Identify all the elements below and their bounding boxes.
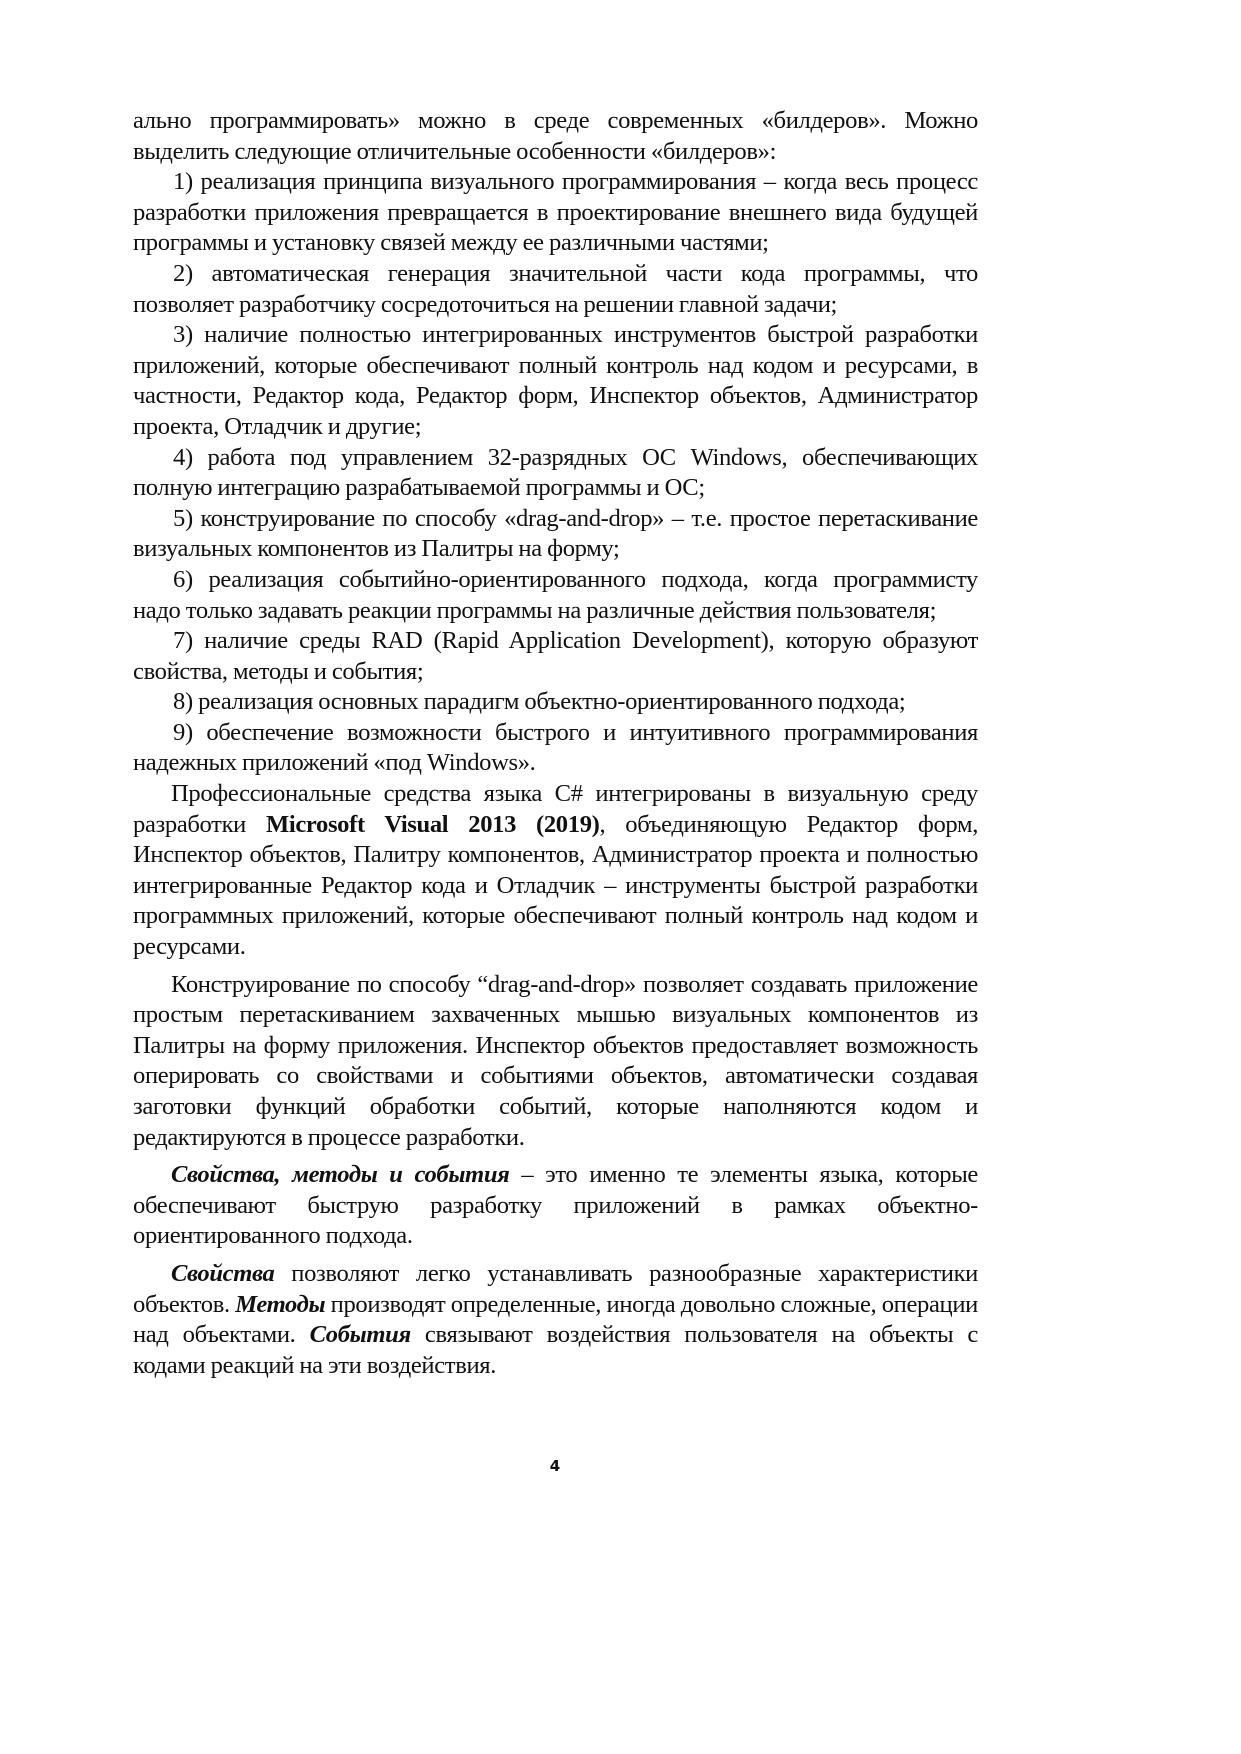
text-run: производят определенные, иногда довольно сложные, операции над объектами. <box>133 1290 978 1349</box>
paragraph <box>133 1259 978 1381</box>
text-run: 3) наличие полностью интегрированных инструментов быстрой разработки приложений, которые обеспечивают полный контроль над кодом и ресурсами, в частности, Редактор кода, Редактор форм, Инспектор объектов, Администратор проекта, Отладчик и другие; <box>133 321 978 440</box>
paragraph <box>133 718 978 779</box>
text-run: 9) обеспечение возможности быстрого и интуитивного программирования надежных приложений «под Windows». <box>133 718 978 777</box>
emphasized-text: Свойства, методы и события <box>171 1161 510 1189</box>
text-run: , объединяющую Редактор форм, Инспектор объектов, Палитру компонентов, Администратор проекта и полностью интегрированные Редактор кода и Отладчик – инструменты быстрой разработки программных приложений, которые обеспечивают полный контроль над кодом и ресурсами. <box>133 810 978 961</box>
text-run: связывают воздействия пользователя на объекты с кодами реакций на эти воздействия. <box>133 1321 978 1379</box>
emphasized-text: Свойства <box>171 1259 275 1287</box>
emphasized-text: События <box>309 1321 411 1349</box>
paragraph <box>133 1160 978 1252</box>
paragraph <box>133 320 978 442</box>
paragraph <box>133 106 978 167</box>
text-run: Профессиональные средства языка C# интегрированы в визуальную среду разработки <box>133 780 978 838</box>
text-run: Конструирование по способу “drag-and-drop» позволяет создавать приложение простым перетаскиванием захваченных мышью визуальных компонентов из Палитры на форму приложения. Инспектор объектов предоставляет возможность оперировать со свойствами и событиями объектов, автоматически создавая заготовки функций обработки событий, которые наполняются кодом и редактируются в процессе разработки. <box>133 970 978 1151</box>
paragraph <box>133 443 978 504</box>
text-run: 7) наличие среды RAD (Rapid Application Development), которую образуют свойства, методы и события; <box>133 627 978 685</box>
emphasized-text: Методы <box>235 1290 326 1318</box>
page-number: 4 <box>549 1457 561 1475</box>
text-run: 5) конструирование по способу «drag-and-drop» – т.е. простое перетаскивание визуальных компонентов из Палитры на форму; <box>133 504 978 563</box>
page-body <box>133 106 978 1381</box>
paragraph <box>133 970 978 1154</box>
text-run: – это именно те элементы языка, которые обеспечивают быструю разработку приложений в рамках объектно-ориентированного подхода. <box>133 1161 978 1250</box>
text-run: позволяют легко устанавливать разнообразные характеристики объектов. <box>133 1259 978 1318</box>
paragraph <box>133 167 978 259</box>
text-run: 6) реализация событийно-ориентированного подхода, когда программисту надо только задавать реакции программы на различные действия пользователя; <box>133 565 978 624</box>
paragraph <box>133 504 978 565</box>
paragraph <box>133 779 978 963</box>
paragraph <box>133 565 978 626</box>
text-run: ально программировать» можно в среде современных «билдеров». Можно выделить следующие отличительные особенности «билдеров»: <box>133 107 978 165</box>
text-run: 4) работа под управлением 32-разрядных ОС Windows, обеспечивающих полную интеграцию разрабатываемой программы и ОС; <box>133 443 978 502</box>
text-run: 1) реализация принципа визуального программирования – когда весь процесс разработки приложения превращается в проектирование внешнего вида будущей программы и установку связей между ее различными частями; <box>133 168 978 257</box>
text-run: 8) реализация основных парадигм объектно-ориентированного подхода; <box>173 688 906 716</box>
paragraph <box>133 259 978 320</box>
text-run: 2) автоматическая генерация значительной части кода программы, что позволяет разработчику сосредоточиться на решении главной задачи; <box>133 259 978 318</box>
emphasized-text: Microsoft Visual 2013 (2019) <box>265 810 600 838</box>
paragraph <box>133 687 978 718</box>
paragraph <box>133 626 978 687</box>
